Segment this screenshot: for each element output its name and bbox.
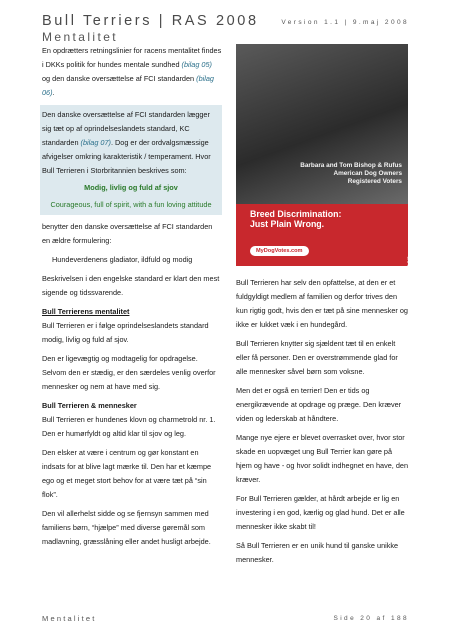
- comparison-box: [40, 105, 222, 215]
- version-label: Version 1.1 | 9.maj 2008: [281, 19, 409, 26]
- document-title: Bull Terriers | RAS 2008: [42, 13, 259, 29]
- bonding-paragraph: Bull Terrieren knytter sig sjældent tæt til en enkelt eller få personer. Den er overstrømmende glad for alle mennesker såvel børn som voksne.: [236, 339, 398, 376]
- photographer-credit: Bishop: [406, 256, 413, 279]
- campaign-poster-image: [236, 44, 413, 279]
- older-wording-paragraph: benytter den danske oversættelse af FCI standarden en ældre formulering:: [42, 222, 213, 245]
- people-section: Bull Terrieren & mennesker Bull Terrieren er hundenes klovn og charmetrold nr. 1. Den er humørfyldt og altid klar til sjov og leg.: [42, 399, 222, 441]
- bilag-05-reference[interactable]: (bilag 05): [181, 60, 212, 69]
- family-paragraph: Den vil allerhelst sidde og se fjernsyn sammen med familiens børn, “hjælpe” med diverse gøremål som madlavning, græsslåning eller andet husligt arbejde.: [42, 509, 211, 546]
- poster-slogan: Breed Discrimination: Just Plain Wrong.: [250, 209, 342, 229]
- mentality-heading: Bull Terrierens mentalitet: [42, 307, 130, 316]
- fci-paragraph: Den danske oversættelse af FCI standarden lægger sig tæt op af oprindelseslandets standard, KC standarden (bilag 07). Dog er der ordvalgsmæssige afvigelser omkring karakteristik / temperament. Hvor Bull Terrieren i Storbritannien beskrives som:: [42, 110, 211, 175]
- left-column: [42, 44, 222, 554]
- bilag-06-reference[interactable]: (bilag 06): [42, 74, 214, 97]
- conclusion-paragraph: Beskrivelsen i den engelske standard er klart den mest sigende og tidssvarende.: [42, 274, 220, 297]
- fci-quote: Hundeverdenens gladiator, ildfuld og modig: [52, 255, 193, 264]
- terrier-paragraph: Men det er også en terrier! Den er tids og energikrævende at opdrage og præge. Den kræver viden og lederskab at håndtere.: [236, 386, 402, 423]
- bilag-07-reference[interactable]: (bilag 07): [80, 138, 111, 147]
- mentality-section: Bull Terrierens mentalitet Bull Terrieren er i følge oprindelseslandets standard modig, livlig og fuld af sjov.: [42, 305, 222, 347]
- section-heading: Mentalitet: [42, 30, 119, 44]
- mydogvotes-logo: MyDogVotes.com: [250, 246, 309, 256]
- quote-english: Courageous, full of spirit, with a fun loving attitude: [50, 200, 212, 209]
- unique-paragraph: Så Bull Terrieren er en unik hund til ganske unikke mennesker.: [236, 541, 399, 564]
- family-member-paragraph: Bull Terrieren har selv den opfattelse, at den er et fuldgyldigt medlem af familien og derfor trives den kun rigtig godt, hvis den er tæt på sine mennesker og ikke er lukket væk i en hundegård.: [236, 278, 408, 329]
- people-heading: Bull Terrieren & mennesker: [42, 401, 137, 410]
- damage-paragraph: Mange nye ejere er blevet overrasket over, hvor stor skade en uopvæget ung Bull Terrier kan gøre på hjem og have - og hvor solidt indhegnet en have, den kræver.: [236, 433, 409, 484]
- investment-paragraph: For Bull Terrieren gælder, at hårdt arbejde er lig en investering i en god, kærlig og glad hund. Det er alle mennesker ikke skabt til!: [236, 494, 405, 531]
- quote-danish: Modig, livlig og fuld af sjov: [84, 183, 178, 192]
- footer-section-label: Mentalitet: [42, 614, 97, 623]
- intro-paragraph: En opdrætters retningslinier for racens mentalitet findes i DKKs politik for hundes mentale sundhed (bilag 05) og den danske oversættelse af FCI standarden (bilag 06).: [42, 46, 222, 97]
- right-column: [236, 276, 408, 572]
- temperament-paragraph: Den er ligevægtig og modtagelig for opdragelse. Selvom den er stædig, er den særdeles venlig overfor mennesker og nem at have med sig.: [42, 354, 216, 391]
- poster-caption: Barbara and Tom Bishop & Rufus American Dog Owners Registered Voters: [300, 162, 402, 185]
- kc-quote: [42, 181, 220, 212]
- attention-paragraph: Den elsker at være i centrum og gør konstant en indsats for at blive lagt mærke til. Den har et kæmpe ego og et meget stort behov for at være tæt på “sin flok”.: [42, 448, 212, 499]
- page-number: Side 20 af 188: [333, 615, 409, 622]
